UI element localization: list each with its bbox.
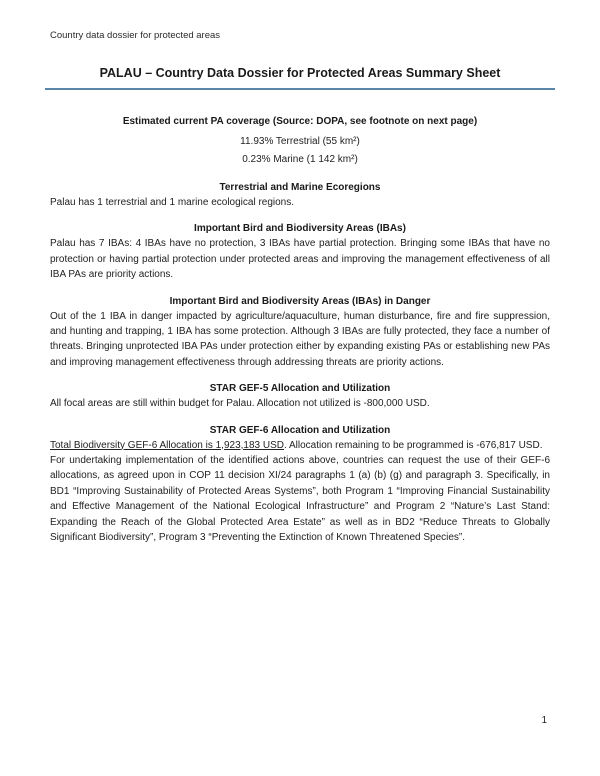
section-heading-gef5: STAR GEF-5 Allocation and Utilization [209, 383, 391, 395]
section-heading-ibas: Important Bird and Biodiversity Areas (IBAs) [194, 223, 406, 235]
section-heading-ibas-danger: Important Bird and Biodiversity Areas (IBAs) in Danger [169, 295, 431, 307]
gef6-allocation-remaining: . Allocation remaining to be programmed is -676,817 USD. [284, 439, 543, 451]
ibas-danger-paragraph: Out of the 1 IBA in danger impacted by agriculture/aquaculture, human disturbance, fire and fire suppression, and hunting and trapping, 1 IBA has some protection. Although 3 IBAs are fully protected, they face a number of threats. Bringing unprotected IBA PAs under protection either by expanding existing PAs or establishing new PAs and improving management effectiveness through addressing threats are priority actions. [50, 310, 550, 368]
page-title: PALAU – Country Data Dossier for Protected Areas Summary Sheet [99, 66, 501, 80]
gef6-programs-paragraph: For undertaking implementation of the identified actions above, countries can request the use of their GEF-6 allocations, as agreed upon in COP 11 decision XI/24 paragraphs 1 (a) (b) (g) and paragraph 3. Specifically, in BD1 “Improving Sustainability of Protected Areas Systems”, both Program 1 “Improving Financial Sustainability and Effective Management of the National Ecological Infrastructure” and Program 2 “Nature’s Last Stand: Expanding the Reach of the Global Protected Area Estate” as well as in BD2 “Reduce Threats to Globally Significant Biodiversity”, Program 3 “Preventing the Extinction of Known Threatened Species”. [50, 455, 550, 544]
coverage-terrestrial-value: 11.93% Terrestrial (55 km²) [240, 136, 360, 147]
page-number: 1 [541, 715, 547, 726]
section-heading-gef6: STAR GEF-6 Allocation and Utilization [209, 424, 391, 436]
ibas-paragraph: Palau has 7 IBAs: 4 IBAs have no protection, 3 IBAs have partial protection. Bringing some IBAs that have no protection or having partial protection under protected areas and improving the management effectiveness of all IBA PAs are priority actions. [50, 238, 550, 281]
coverage-marine-value: 0.23% Marine (1 142 km²) [242, 154, 358, 165]
gef6-allocation-paragraph [50, 438, 550, 453]
running-header: Country data dossier for protected areas [50, 30, 221, 41]
coverage-values [50, 133, 550, 169]
ecoregions-paragraph: Palau has 1 terrestrial and 1 marine ecological regions. [50, 197, 295, 208]
gef6-total-allocation-underlined: Total Biodiversity GEF-6 Allocation is 1,923,183 USD [50, 439, 284, 451]
section-heading-coverage: Estimated current PA coverage (Source: DOPA, see footnote on next page) [122, 116, 478, 127]
section-heading-ecoregions: Terrestrial and Marine Ecoregions [219, 182, 381, 193]
gef5-paragraph: All focal areas are still within budget for Palau. Allocation not utilized is -800,000 USD. [50, 398, 430, 410]
title-block [45, 66, 555, 90]
